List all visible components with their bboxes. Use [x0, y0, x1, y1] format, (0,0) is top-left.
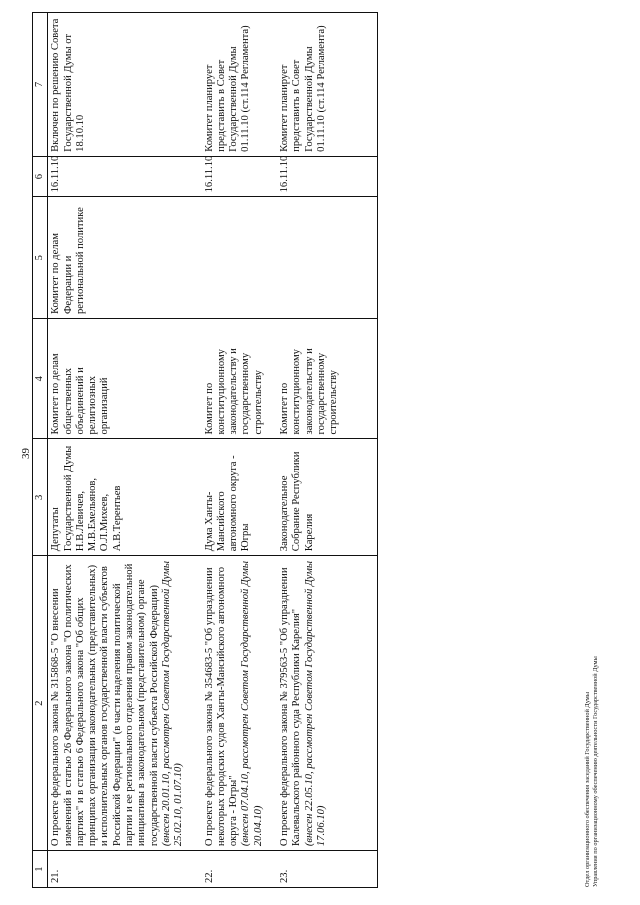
column-header: 4	[33, 319, 48, 439]
co-committee	[188, 197, 267, 319]
co-committee: Комитет по делам Федерации и региональной политике	[48, 197, 188, 319]
page-number: 39	[20, 448, 32, 459]
bill-note: (внесен 22.05.10, рассмотрен Советом Государственной Думы 17.06.10)	[303, 560, 327, 847]
page-footer	[584, 656, 599, 887]
table-row	[267, 13, 378, 888]
column-header: 7	[33, 13, 48, 157]
bill-author: Дума Ханты-Мансийского автономного округа - Югры	[188, 439, 267, 556]
responsible-committee: Комитет по конституционному законодательству и государственному строительству	[267, 319, 378, 439]
footer-line: Управления по организационному обеспечению деятельности Государственной Думы	[591, 656, 599, 887]
responsible-committee: Комитет по делам общественных объединений и религиозных организаций	[48, 319, 188, 439]
row-number: 23.	[267, 851, 378, 888]
bill-title: О проекте федерального закона № 315868-5 "О внесении изменений в статью 26 Федерального закона "О политических партиях" и в статью 6 Федерального закона "Об общих принципах организации законодательных (представительных) и исполнительных органов государственной власти субъектов Российской Федерации" (в части наделения политической партии и ее регионального отделения правом законодательной инициативы в законодательном (представительном) органе государственной власти субъекта Российской Федерации)	[50, 563, 160, 847]
bill-status: Включен по решению Совета Государственной Думы от 18.10.10	[48, 13, 188, 157]
column-header: 2	[33, 556, 48, 851]
consideration-date: 16.11.10	[267, 156, 378, 197]
responsible-committee: Комитет по конституционному законодательству и государственному строительству	[188, 319, 267, 439]
column-header: 3	[33, 439, 48, 556]
bill-status: Комитет планирует представить в Совет Государственной Думы 01.11.10 (ст.114 Регламента)	[267, 13, 378, 157]
consideration-date: 16.11.10	[48, 156, 188, 197]
bill-description	[267, 556, 378, 851]
bill-description	[188, 556, 267, 851]
bill-status: Комитет планирует представить в Совет Государственной Думы 01.11.10 (ст.114 Регламента)	[188, 13, 267, 157]
row-number: 22.	[188, 851, 267, 888]
table-row	[188, 13, 267, 888]
footer-line: Отдел организационного обеспечения заседаний Государственной Думы	[584, 692, 591, 887]
bill-author: Депутаты Государственной Думы Н.В.Левичев, М.В.Емельянов, О.Л.Михеев, А.В.Терентьев	[48, 439, 188, 556]
bill-title: О проекте федерального закона № 379563-5 "Об упразднении Калевальского районного суда Республики Карелия"	[279, 567, 303, 847]
table-row	[48, 13, 188, 888]
row-number: 21.	[48, 851, 188, 888]
bill-description	[48, 556, 188, 851]
bill-author: Законодательное Собрание Республики Карелия	[267, 439, 378, 556]
bill-title: О проекте федерального закона № 354683-5 "Об упразднении некоторых городских судов Ханты-Мансийского автономного округа - Югры"	[203, 567, 240, 847]
column-header: 5	[33, 197, 48, 319]
column-number-row	[33, 13, 48, 888]
bill-note: (внесен 20.01.10, рассмотрен Советом Государственной Думы 25.02.10, 01.07.10)	[160, 560, 185, 847]
column-header: 1	[33, 851, 48, 888]
bill-note: (внесен 07.04.10, рассмотрен Советом Государственной Думы 20.04.10)	[240, 560, 264, 847]
consideration-date: 16.11.10	[188, 156, 267, 197]
bills-table	[32, 12, 378, 888]
column-header: 6	[33, 156, 48, 197]
co-committee	[267, 197, 378, 319]
